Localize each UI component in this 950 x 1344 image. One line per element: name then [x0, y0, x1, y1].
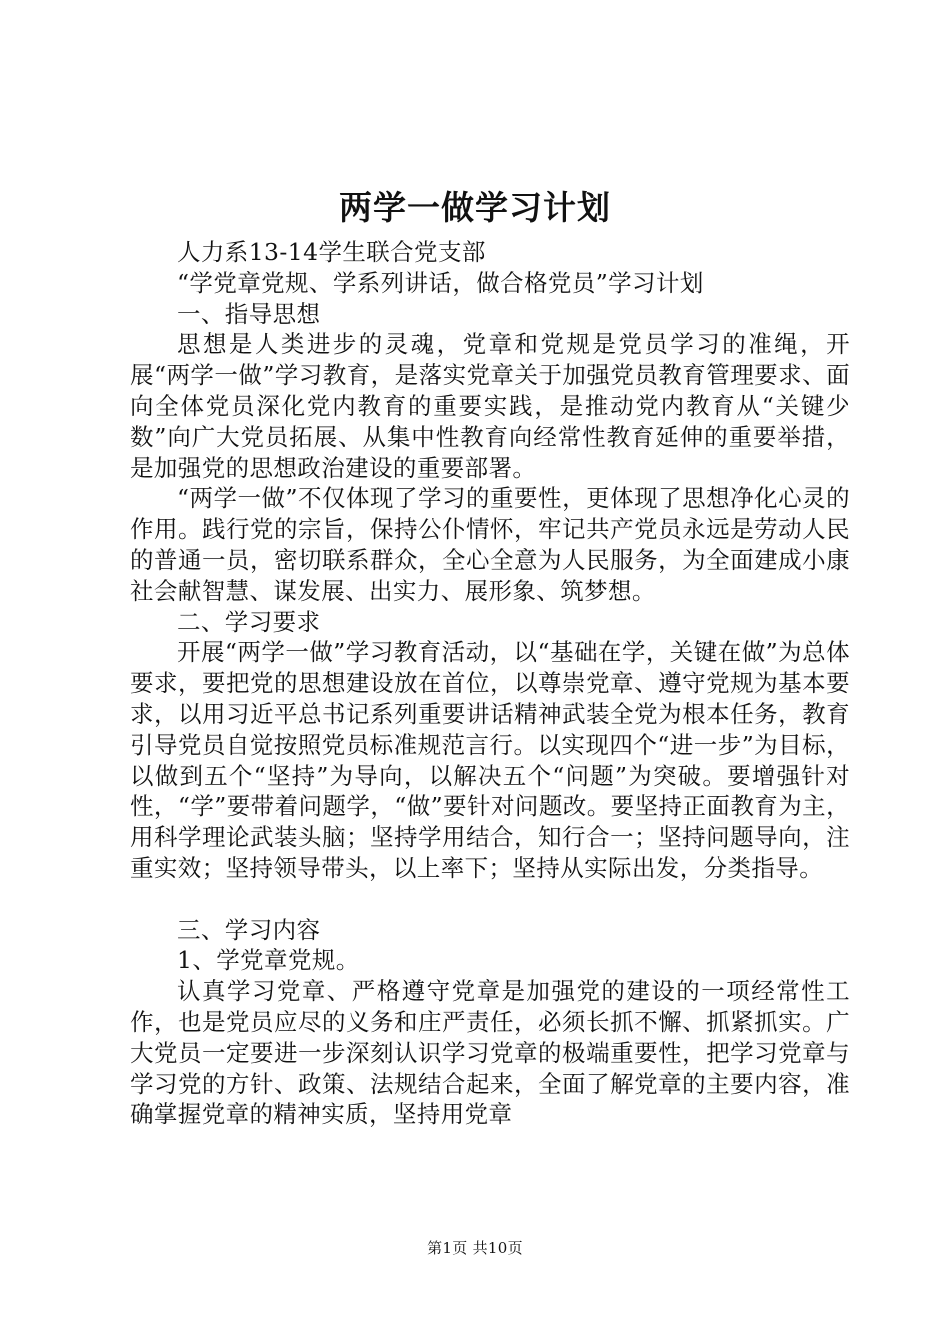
paragraph-purify-mind: “两学一做”不仅体现了学习的重要性，更体现了思想净化心灵的作用。践行党的宗旨，保持公仆情怀，牢记共产党员永远是劳动人民的普通一员，密切联系群众，全心全意为人民服务，为全面建成小康社会献智慧、谋发展、出实力、展形象、筑梦想。 — [130, 484, 850, 605]
paragraph-branch-name: 人力系13-14学生联合党支部 — [177, 238, 486, 266]
page-number-footer: 第1页 共10页 — [427, 1239, 523, 1257]
blank-line — [130, 884, 850, 915]
document-title: 两学一做学习计划 — [339, 188, 611, 227]
heading-study-requirements: 二、学习要求 — [177, 607, 321, 636]
heading-study-content: 三、学习内容 — [177, 915, 321, 944]
paragraph-party-constitution: 认真学习党章、严格遵守党章是加强党的建设的一项经常性工作，也是党员应尽的义务和庄严责任，必须长抓不懈、抓紧抓实。广大党员一定要进一步深刻认识学习党章的极端重要性，把学习党章与学习党的方针、政策、法规结合起来，全面了解党章的主要内容，准确掌握党章的精神实质，坚持用党章 — [130, 977, 850, 1129]
paragraph-plan-title: “学党章党规、学系列讲话，做合格党员”学习计划 — [177, 268, 704, 297]
paragraph-guiding-ideology: 思想是人类进步的灵魂，党章和党规是党员学习的准绳，开展“两学一做”学习教育，是落实党章关于加强党员教育管理要求、面向全体党员深化党内教育的重要实践，是推动党内教育从“关键少数”向广大党员拓展、从集中性教育向经常性教育延伸的重要举措，是加强党的思想政治建设的重要部署。 — [130, 330, 850, 482]
paragraph-study-requirements: 开展“两学一做”学习教育活动，以“基础在学，关键在做”为总体要求，要把党的思想建设放在首位，以尊崇党章、遵守党规为基本要求，以用习近平总书记系列重要讲话精神武装全党为根本任务，教育引导党员自觉按照党员标准规范言行。以实现四个“进一步”为目标，以做到五个“坚持”为导向，以解决五个“问题”为突破。要增强针对性，“学”要带着问题学，“做”要针对问题改。要坚持正面教育为主，用科学理论武装头脑；坚持学用结合，知行合一；坚持问题导向，注重实效；坚持领导带头，以上率下；坚持从实际出发，分类指导。 — [130, 638, 850, 882]
heading-guiding-ideology: 一、指导思想 — [177, 299, 321, 328]
subheading-party-constitution: 1、学党章党规。 — [177, 946, 360, 975]
document-body — [130, 237, 850, 1130]
